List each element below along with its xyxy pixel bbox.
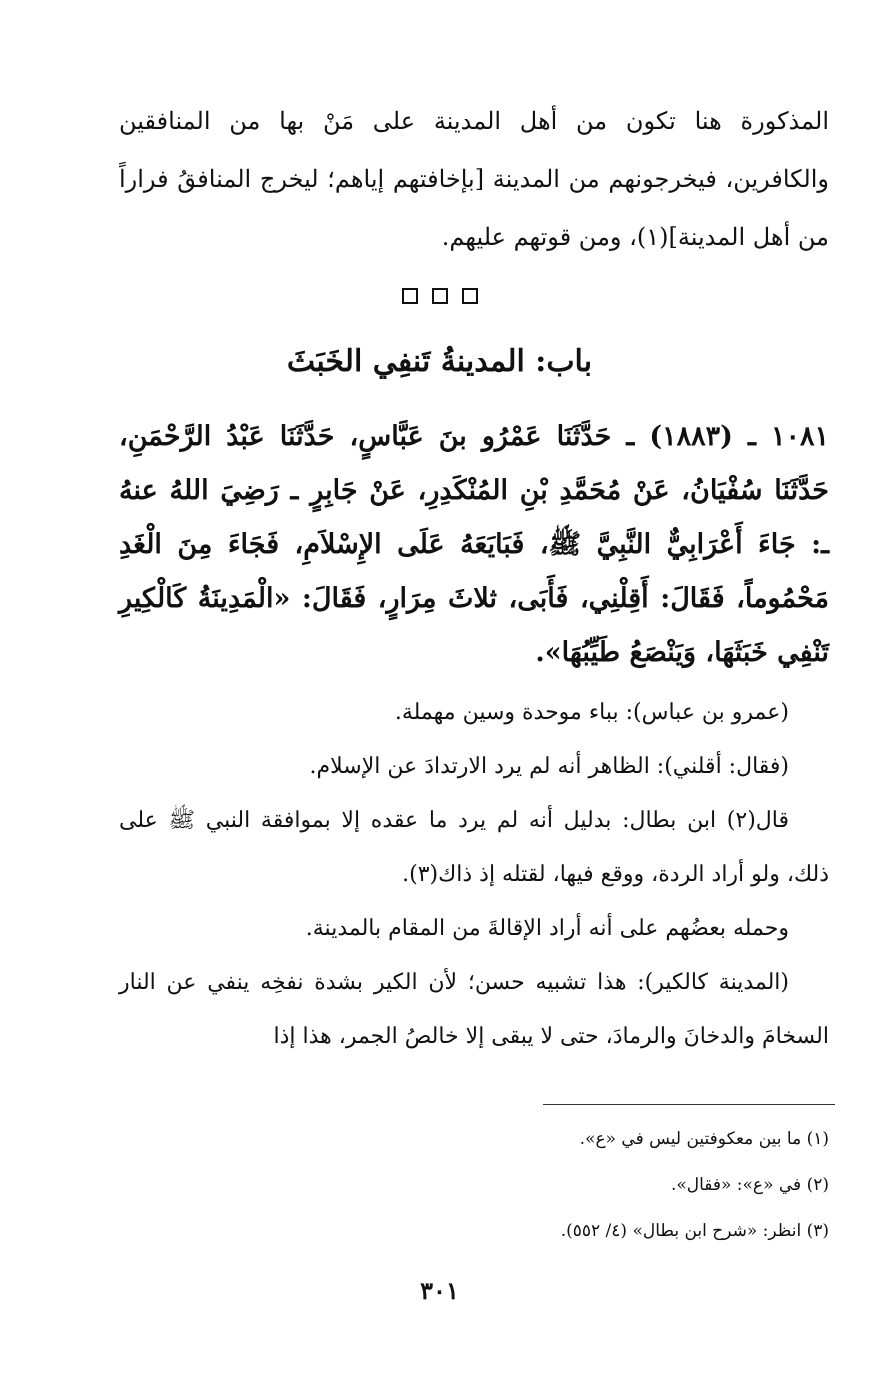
footnotes: [119, 1116, 829, 1254]
footnote-divider: [543, 1104, 835, 1105]
continuation-text: المذكورة هنا تكون من أهل المدينة على مَنْ بها من المنافقين والكافرين، فيخرجونهم من المدينة [بإخافتهم إياهم؛ ليخرج المنافقُ فراراً من أهل المدينة](١)، ومن قوتهم عليهم.: [119, 107, 829, 251]
hadith-text-block: [119, 410, 829, 680]
section-heading: باب: المدينةُ تَنفِي الخَبَثَ: [286, 344, 593, 379]
commentary-block: [119, 686, 829, 1064]
footnote-item: (٣) انظر: «شرح ابن بطال» (٤/ ٥٥٢).: [560, 1221, 829, 1241]
commentary-paragraph: قال(٢) ابن بطال: بدليل أنه لم يرد ما عقده إلا بموافقة النبي ﷺ على ذلك، ولو أراد الردة، ووقع فيها، لقتله إذ ذاك(٣).: [119, 808, 829, 887]
hadith-text: ١٠٨١ ـ (١٨٨٣) ـ حَدَّثَنَا عَمْرُو بنَ عَبَّاسٍ، حَدَّثَنَا عَبْدُ الرَّحْمَنِ، حَدَّثَنَا سُفْيَانُ، عَنْ مُحَمَّدِ بْنِ المُنْكَدِرِ، عَنْ جَابِرٍ ـ رَضِيَ اللهُ عنهُ ـ: جَاءَ أَعْرَابِيٌّ النَّبِيَّ ﷺ، فَبَايَعَهُ عَلَى الإِسْلاَمِ، فَجَاءَ مِنَ الْغَدِ مَحْمُوماً، فَقَالَ: أَقِلْنِي، فَأَبَى، ثلاثَ مِرَارٍ، فَقَالَ: «الْمَدِينَةُ كَالْكِيرِ تَنْفِي خَبَثَهَا، وَيَنْصَعُ طَيِّبُهَا».: [119, 421, 829, 668]
separator-square-icon: [462, 288, 478, 304]
commentary-paragraph: (عمرو بن عباس): بباء موحدة وسين مهملة.: [394, 700, 789, 725]
separator-square-icon: [402, 288, 418, 304]
separator-square-icon: [432, 288, 448, 304]
section-separator: [0, 288, 879, 308]
footnote-item: (٢) في «ع»: «فقال».: [670, 1175, 829, 1195]
footnote-item: (١) ما بين معكوفتين ليس في «ع».: [579, 1129, 829, 1149]
continuation-paragraph: [119, 92, 829, 266]
commentary-paragraph: وحمله بعضُهم على أنه أراد الإقالةَ من المقام بالمدينة.: [305, 916, 789, 941]
page-number: ٣٠١: [420, 1276, 459, 1305]
commentary-paragraph: (المدينة كالكير): هذا تشبيه حسن؛ لأن الكير بشدة نفخِه ينفي عن النار السخامَ والدخانَ والرمادَ، حتى لا يبقى إلا خالصُ الجمر، هذا إذا: [119, 970, 829, 1049]
commentary-paragraph: (فقال: أقلني): الظاهر أنه لم يرد الارتدادَ عن الإسلام.: [309, 754, 789, 779]
